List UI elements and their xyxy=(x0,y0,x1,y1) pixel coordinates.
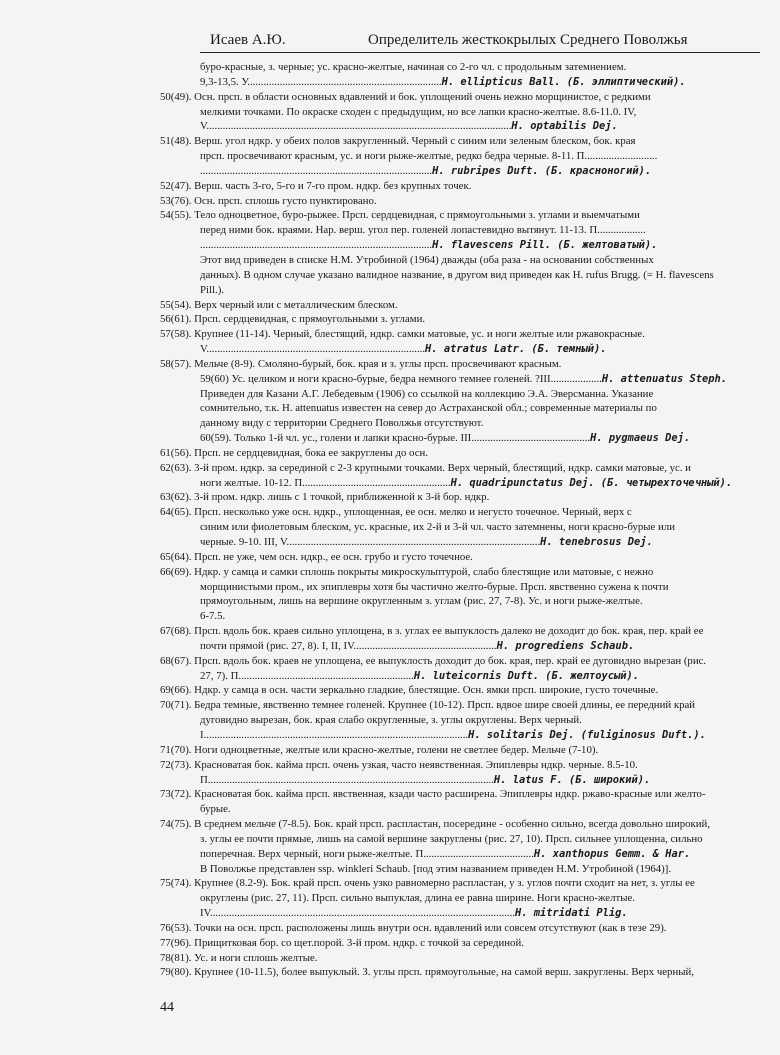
key-line xyxy=(160,683,758,698)
key-line xyxy=(160,223,758,238)
key-line-text: V................................................................................................................. xyxy=(200,120,512,133)
key-line-text: 68(67). Прсп. вдоль бок. краев не уплощена, ее выпуклость доходит до бок. края, пер. край ее дуговидно вырезан (рис. xyxy=(160,654,707,667)
key-line-text: 63(62). 3-й пром. ндкр. лишь с 1 точкой, приближенной к 3-й бор. ндкр. xyxy=(160,491,490,504)
key-line-text: Приведен для Казани А.Г. Лебедевым (1906) со ссылкой на коллекцию Э.А. Эверсманна. Указание xyxy=(200,387,654,400)
key-line-text: буро-красные, з. черные; ус. красно-желтые, начиная со 2-го чл. с продольным затемнением. xyxy=(200,61,627,73)
key-line xyxy=(160,446,758,461)
key-line-text: ноги желтые. 10-12. П....................................................... xyxy=(200,476,451,489)
key-line-text: 65(64). Прсп. не уже, чем осн. ндкр., ее осн. грубо и густо точечное. xyxy=(160,550,473,563)
key-line xyxy=(160,832,758,847)
key-line-text: 50(49). Осн. прсп. в области основных вдавлений и бок. уплощений очень нежно морщинистое, с редкими xyxy=(160,90,651,103)
key-line-text: 64(65). Прсп. несколько уже осн. ндкр., уплощенная, ее осн. мелко и негусто точечное. Черный, верх с xyxy=(160,506,632,519)
key-line-text: 77(96). Прищитковая бор. со щет.порой. 3-й пром. ндкр. с точкой за серединой. xyxy=(160,936,524,949)
key-line-text: 54(55). Тело одноцветное, буро-рыжее. Прсп. сердцевидная, с прямоугольными з. углами и выемчатыми xyxy=(160,209,640,222)
key-line xyxy=(160,580,758,595)
key-line-text: данных). В одном случае указано валидное название, в другом вид приведен как H. rufus Brugg. (= H. flavescens xyxy=(200,268,714,281)
key-line-text: дуговидно вырезан, бок. края слабо округленные, з. углы округлены. Верх черный. xyxy=(200,714,582,727)
key-line-text: перед ними бок. краями. Нар. верш. угол пер. голеней лопастевидно вытянут. 11-13. П.................. xyxy=(200,224,646,237)
key-line-text: синим или фиолетовым блеском, ус. красные, их 2-й и 3-й чл. часто затемнены, ноги красно-бурые или xyxy=(200,521,675,534)
key-line xyxy=(160,817,758,832)
key-line-text: П.......................................................................................................... xyxy=(200,773,494,786)
key-line xyxy=(160,312,758,327)
species-name: H. attenuatus Steph. xyxy=(601,372,728,385)
key-line-text: 69(66). Ндкр. у самца в осн. части зеркально гладкие, блестящие. Осн. ямки прсп. широкие, густо точечные. xyxy=(160,684,659,697)
key-line xyxy=(160,149,758,164)
key-line-text: ...................................................................................... xyxy=(200,164,433,177)
species-name: H. tenebrosus Dej. xyxy=(540,536,653,548)
key-line xyxy=(160,164,758,179)
key-line xyxy=(160,965,758,980)
key-line xyxy=(160,357,758,372)
key-line-text: прсп. просвечивают красным, ус. и ноги рыже-желтые, редко бедра черные. 8-11. П........................... xyxy=(200,150,658,163)
key-line-text: 74(75). В среднем мельче (7-8.5). Бок. край прсп. распластан, посередине - особенно сильно, всегда довольно широкий, xyxy=(160,818,711,831)
key-line xyxy=(160,891,758,906)
key-line-text: 56(61). Прсп. сердцевидная, с прямоугольными з. углами. xyxy=(160,313,426,326)
key-line xyxy=(160,134,758,149)
key-line xyxy=(160,298,758,313)
page-number: 44 xyxy=(160,1000,174,1015)
key-line xyxy=(160,743,758,758)
species-name: H. xanthopus Gemm. & Har. xyxy=(533,847,691,860)
key-line xyxy=(160,238,758,253)
key-line-text: 6-7.5. xyxy=(200,610,226,623)
species-name: H. solitaris Dej. (fuliginosus Duft.). xyxy=(468,728,706,741)
species-name: H. mitridati Plig. xyxy=(515,907,628,920)
key-line xyxy=(160,75,758,90)
species-name: H. optabilis Dej. xyxy=(511,120,618,133)
key-line-text: поперечная. Верх черный, ноги рыже-желтые. П......................................... xyxy=(200,847,534,860)
key-line xyxy=(160,520,758,535)
key-line xyxy=(160,639,758,654)
key-line-text: округлены (рис. 27, 11). Прсп. сильно выпуклая, длина ее равна ширине. Ноги красно-желтые. xyxy=(200,892,635,905)
key-line xyxy=(160,387,758,402)
key-line-text: 79(80). Крупнее (10-11.5), более выпуклый. З. углы прсп. прямоугольные, на самой верш. закруглены. Верх черный, xyxy=(160,966,694,979)
key-line xyxy=(160,327,758,342)
key-line xyxy=(160,476,758,491)
key-line-text: 71(70). Ноги одноцветные, желтые или красно-желтые, голени не светлее бедер. Мельче (7-10). xyxy=(160,743,599,756)
key-line xyxy=(160,194,758,209)
key-line xyxy=(160,624,758,639)
key-line xyxy=(160,253,758,268)
key-line-text: 73(72). Красноватая бок. кайма прсп. явственная, кзади часто расширена. Эпиплевры ндкр. ржаво-красные или желто- xyxy=(160,788,706,801)
key-line-text: 52(47). Верш. часть 3-го, 5-го и 7-го пром. ндкр. без крупных точек. xyxy=(160,179,472,192)
key-line-text: черные. 9-10. III, V.............................................................................................. xyxy=(200,536,541,548)
header-author: Исаев А.Ю. xyxy=(210,32,286,48)
key-line-text: V................................................................................. xyxy=(200,343,426,356)
key-line-text: 62(63). 3-й пром. ндкр. за серединой с 2-3 крупными точками. Верх черный, блестящий, ндкр. самки матовые, ус. и xyxy=(160,461,691,474)
key-line-text: IV................................................................................................................. xyxy=(200,907,516,920)
key-line xyxy=(160,951,758,966)
key-line xyxy=(160,847,758,862)
key-line xyxy=(160,936,758,951)
key-line-text: Этот вид приведен в списке Н.М. Утробиной (1964) дважды (оба раза - на основании собственных xyxy=(200,253,654,266)
species-name: H. pygmaeus Dej. xyxy=(590,432,691,445)
key-line xyxy=(160,105,758,120)
key-line xyxy=(160,60,758,75)
key-line xyxy=(160,654,758,669)
key-line-text: почти прямой (рис. 27, 8). I, II, IV..................................................... xyxy=(200,639,497,652)
key-line xyxy=(160,535,758,550)
key-line-text: морщинистыми пром., их эпиплевры хотя бы частично желто-бурые. Прсп. явственно сужена к почти xyxy=(200,580,669,593)
key-line xyxy=(160,921,758,936)
key-line-text: 72(73). Красноватая бок. кайма прсп. очень узкая, часто неявственная. Эпиплевры ндкр. черные. 8.5-10. xyxy=(160,758,638,771)
key-line-text: данному виду с территории Среднего Поволжья отсутствуют. xyxy=(200,417,484,430)
key-line xyxy=(160,401,758,416)
running-header xyxy=(200,30,760,53)
key-line-text: 66(69). Ндкр. у самца и самки сплошь покрыты микроскульптурой, слабо блестящие или матовые, с нежно xyxy=(160,565,654,578)
key-line-text: 78(81). Ус. и ноги сплошь желтые. xyxy=(160,951,318,964)
key-line xyxy=(160,669,758,684)
key-line-text: мелкими точками. По окраске сходен с предыдущим, но все лапки красно-желтые. 8.6-11.0. IV, xyxy=(200,105,637,118)
key-line-text: ...................................................................................... xyxy=(200,239,433,252)
key-line xyxy=(160,698,758,713)
key-line-text: 51(48). Верш. угол ндкр. у обеих полов закругленный. Черный с синим или зеленым блеском, бок. края xyxy=(160,135,636,148)
species-name: H. latus F. (Б. широкий). xyxy=(493,773,651,786)
species-name: H. rubripes Duft. (Б. красноногий). xyxy=(432,164,652,177)
key-line xyxy=(160,90,758,105)
key-line xyxy=(160,490,758,505)
header-title: Определитель жесткокрылых Среднего Поволжья xyxy=(368,32,688,48)
key-line xyxy=(160,802,758,817)
key-line-text: I.................................................................................................. xyxy=(200,728,469,741)
key-line xyxy=(160,119,758,134)
key-line xyxy=(160,565,758,580)
key-line-text: 75(74). Крупнее (8.2-9). Бок. край прсп. очень узко равномерно распластан, у з. углов почти сходит на нет, з. углы ее xyxy=(160,877,695,890)
key-line xyxy=(160,550,758,565)
key-line xyxy=(160,609,758,624)
key-line-text: прямоугольным, лишь на вершине округленным з. углам (рис. 27, 7-8). Ус. и ноги рыже-желтые. xyxy=(200,595,643,608)
key-line-text: 70(71). Бедра темные, явственно темнее голеней. Крупнее (10-12). Прсп. вдвое шире своей длины, ее передний край xyxy=(160,699,696,712)
species-name: H. quadripunctatus Dej. (Б. четырехточечный). xyxy=(450,476,733,489)
species-name: H. flavescens Pill. (Б. желтоватый). xyxy=(432,239,658,252)
key-line-text: 76(53). Точки на осн. прсп. расположены лишь внутри осн. вдавлений или совсем отсутствуют (как в тезе 29). xyxy=(160,921,667,934)
key-line xyxy=(160,179,758,194)
key-line xyxy=(160,906,758,921)
key-line xyxy=(160,773,758,788)
key-line xyxy=(160,416,758,431)
key-line xyxy=(160,594,758,609)
key-line xyxy=(160,342,758,357)
key-line xyxy=(160,283,758,298)
species-name: H. luteicornis Duft. (Б. желтоусый). xyxy=(413,669,640,682)
key-line-text: 58(57). Мельче (8-9). Смоляно-бурый, бок. края и з. углы прсп. просвечивают красным. xyxy=(160,357,562,370)
key-line xyxy=(160,758,758,773)
species-name: H. atratus Latr. (Б. темный). xyxy=(425,343,607,356)
key-line xyxy=(160,268,758,283)
key-line xyxy=(160,862,758,877)
key-line xyxy=(160,505,758,520)
key-line xyxy=(160,208,758,223)
key-line xyxy=(160,431,758,446)
key-line-text: 9,3-13,5. У........................................................................ xyxy=(200,75,442,88)
key-line-text: 61(56). Прсп. не сердцевидная, бока ее закруглены до осн. xyxy=(160,446,428,459)
key-text xyxy=(160,60,758,980)
key-line-text: 53(76). Осн. прсп. сплошь густо пунктировано. xyxy=(160,194,377,207)
key-line-text: 55(54). Верх черный или с металлическим блеском. xyxy=(160,298,398,311)
species-name: H. progrediens Schaub. xyxy=(496,639,635,652)
key-line xyxy=(160,461,758,476)
key-line-text: 60(59). Только 1-й чл. ус., голени и лапки красно-бурые. III............................................ xyxy=(200,432,591,445)
key-line xyxy=(160,713,758,728)
key-line xyxy=(160,876,758,891)
key-line-text: 57(58). Крупнее (11-14). Черный, блестящий, ндкр. самки матовые, ус. и ноги желтые или ржавокрасные. xyxy=(160,328,645,341)
key-line xyxy=(160,728,758,743)
key-line xyxy=(160,787,758,802)
key-line-text: 27, 7). П................................................................. xyxy=(200,669,414,682)
key-line-text: сомнительно, т.к. H. attenuatus известен на север до Астраханской обл.; современные материалы по xyxy=(200,402,657,415)
key-line-text: з. углы ее почти прямые, лишь на самой вершине закруглены (рис. 27, 10). Прсп. сильнее уплощенна, сильно xyxy=(200,832,703,845)
key-line-text: бурые. xyxy=(200,803,231,816)
key-line-text: 67(68). Прсп. вдоль бок. краев сильно уплощена, в з. углах ее выпуклость далеко не доходит до бок. края, пер. край ее xyxy=(160,625,704,638)
species-name: H. ellipticus Ball. (Б. эллиптический). xyxy=(441,75,686,88)
key-line-text: 59(60) Ус. целиком и ноги красно-бурые, бедра немного темнее голеней. ?III................... xyxy=(200,372,602,385)
key-line xyxy=(160,372,758,387)
key-line-text: В Поволжье представлен ssp. winkleri Schaub. [под этим названием приведен Н.М. Утробиной (1964)]. xyxy=(200,862,672,875)
key-line-text: Pill.). xyxy=(200,283,224,296)
